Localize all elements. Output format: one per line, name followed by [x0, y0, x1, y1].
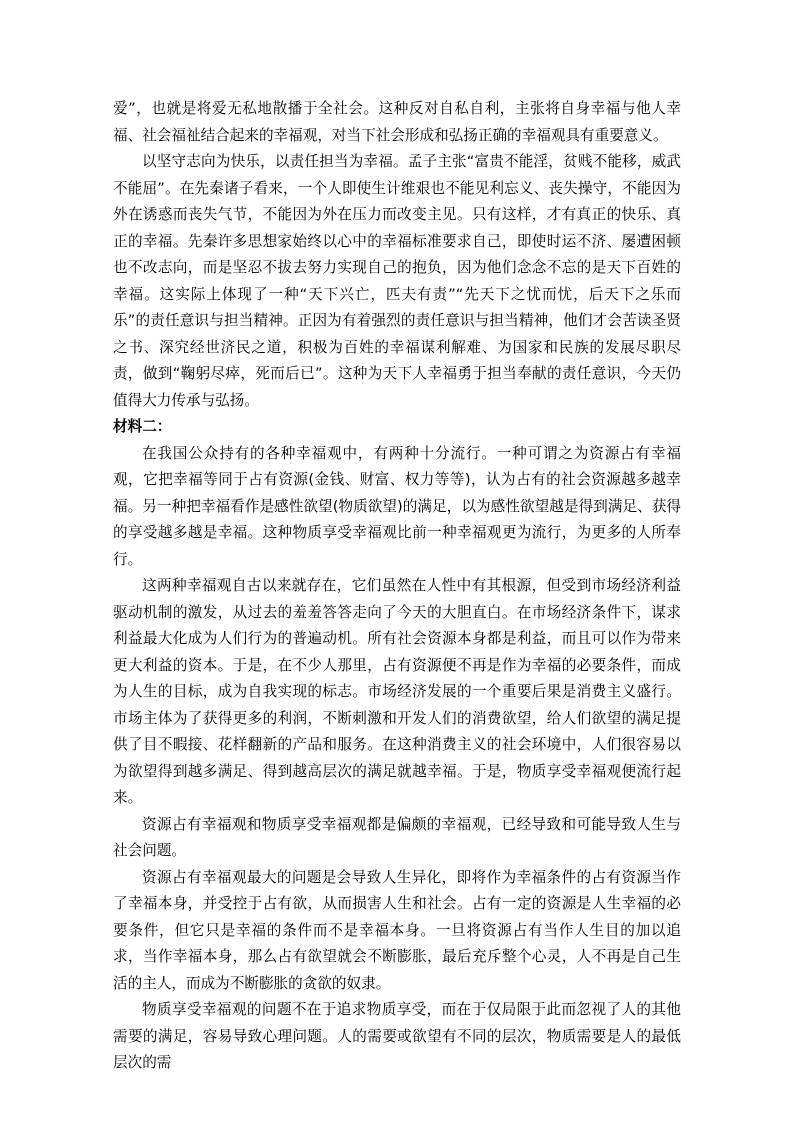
- paragraph-two-views: 在我国公众持有的各种幸福观中，有两种十分流行。一种可谓之为资源占有幸福观，它把幸福等同于占有资源(金钱、财富、权力等等)，认为占有的社会资源越多越幸福。另一种把幸福看作是感性欲望(物质欲望)的满足，以为感性欲望越是得到满足、获得的享受越多越是幸福。这种物质享受幸福观比前一种幸福观更为流行，为更多的人所奉行。: [113, 444, 681, 568]
- paragraph-biased-views: 资源占有幸福观和物质享受幸福观都是偏颇的幸福观，已经导致和可能导致人生与社会问题。: [113, 815, 681, 859]
- paragraph-continuation: 爱”，也就是将爱无私地散播于全社会。这种反对自私自利，主张将自身幸福与他人幸福、社会福祉结合起来的幸福观，对当下社会形成和弘扬正确的幸福观具有重要意义。: [113, 100, 681, 144]
- section-heading-material-two: 材料二：: [113, 418, 172, 435]
- paragraph-market-economy: 这两种幸福观自古以来就存在，它们虽然在人性中有其根源，但受到市场经济利益驱动机制的激发，从过去的羞羞答答走向了今天的大胆直白。在市场经济条件下，谋求利益最大化成为人们行为的普遍动机。所有社会资源本身都是利益，而且可以作为带来更大利益的资本。于是，在不少人那里，占有资源便不再是作为幸福的必要条件，而成为人生的目标，成为自我实现的标志。市场经济发展的一个重要后果是消费主义盛行。市场主体为了获得更多的利润，不断刺激和开发人们的消费欲望，给人们欲望的满足提供了目不暇接、花样翻新的产品和服务。在这种消费主义的社会环境中，人们很容易以为欲望得到越多满足、得到越高层次的满足就越幸福。于是，物质享受幸福观便流行起来。: [113, 577, 681, 806]
- paragraph-resource-possession: 资源占有幸福观最大的问题是会导致人生异化，即将作为幸福条件的占有资源当作了幸福本身，并受控于占有欲，从而损害人生和社会。占有一定的资源是人生幸福的必要条件，但它只是幸福的条件而不是幸福本身。一旦将资源占有当作人生目的加以追求，当作幸福本身，那么占有欲望就会不断膨胀，最后充斥整个心灵，人不再是自己生活的主人，而成为不断膨胀的贪欲的奴隶。: [113, 868, 681, 992]
- paragraph-material-enjoyment: 物质享受幸福观的问题不在于追求物质享受，而在于仅局限于此而忽视了人的其他需要的满足，容易导致心理问题。人的需要或欲望有不同的层次，物质需要是人的最低层次的需: [113, 1001, 681, 1071]
- document-page: [113, 96, 681, 1077]
- paragraph-responsibility: 以坚守志向为快乐，以责任担当为幸福。孟子主张“富贵不能淫，贫贱不能移，威武不能屈”。在先秦诸子看来，一个人即使生计维艰也不能见利忘义、丧失操守，不能因为外在诱惑而丧失气节，不能因为外在压力而改变主见。只有这样，才有真正的快乐、真正的幸福。先秦许多思想家始终以心中的幸福标准要求自己，即使时运不济、屡遭困顿也不改志向，而是坚忍不拔去努力实现自己的抱负，因为他们念念不忘的是天下百姓的幸福。这实际上体现了一种“天下兴亡，匹夫有责”“先天下之忧而忧，后天下之乐而乐”的责任意识与担当精神。正因为有着强烈的责任意识与担当精神，他们才会苦读圣贤之书、深究经世济民之道，积极为百姓的幸福谋利解难、为国家和民族的发展尽职尽责，做到“鞠躬尽瘁，死而后已”。这种为天下人幸福勇于担当奉献的责任意识，今天仍值得大力传承与弘扬。: [113, 153, 681, 409]
